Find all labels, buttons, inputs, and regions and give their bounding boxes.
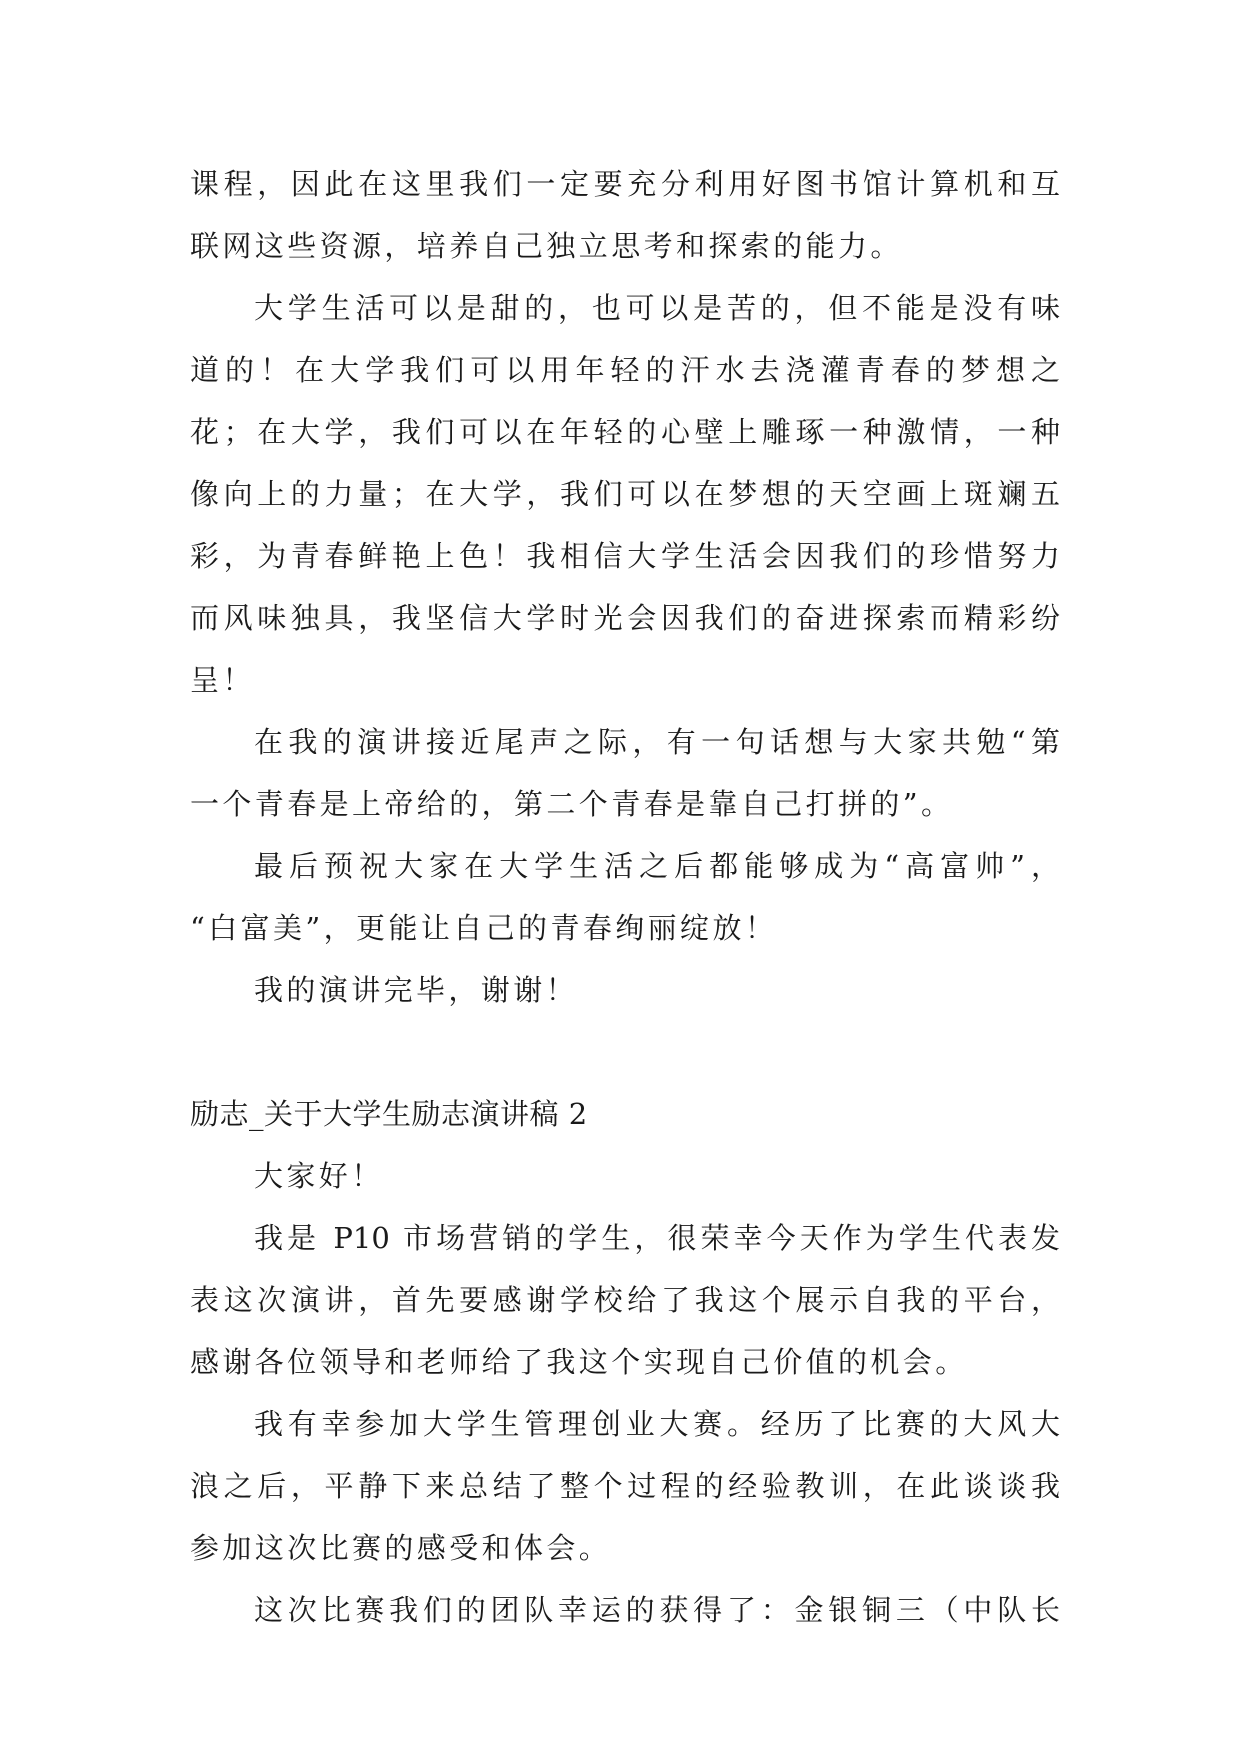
text-line: 一个青春是上帝给的，第二个青春是靠自己打拼的”。	[190, 787, 954, 821]
text-line: 课程，因此在这里我们一定要充分利用好图书馆计算机和互	[190, 167, 1060, 201]
paragraph-start-line: 我是 P10 市场营销的学生，很荣幸今天作为学生代表发	[254, 1221, 1060, 1255]
text-line: 像向上的力量；在大学，我们可以在梦想的天空画上斑斓五	[190, 477, 1060, 511]
text-line: 联网这些资源，培养自己独立思考和探索的能力。	[190, 229, 903, 263]
text-line: 参加这次比赛的感受和体会。	[190, 1531, 612, 1565]
text-line: 道的！在大学我们可以用年轻的汗水去浇灌青春的梦想之	[190, 353, 1060, 387]
text-line: 表这次演讲，首先要感谢学校给了我这个展示自我的平台，	[190, 1283, 1060, 1317]
text-line: “白富美”，更能让自己的青春绚丽绽放！	[190, 911, 778, 945]
text-line: 花；在大学，我们可以在年轻的心壁上雕琢一种激情，一种	[190, 415, 1060, 449]
section-heading: 励志_关于大学生励志演讲稿 2	[190, 1097, 588, 1131]
paragraph-start-line: 我的演讲完毕，谢谢！	[254, 973, 579, 1007]
text-line: 呈！	[190, 663, 255, 697]
paragraph-start-line: 在我的演讲接近尾声之际，有一句话想与大家共勉“第	[254, 725, 1060, 759]
text-line: 而风味独具，我坚信大学时光会因我们的奋进探索而精彩纷	[190, 601, 1060, 635]
paragraph-start-line: 大学生活可以是甜的，也可以是苦的，但不能是没有味	[254, 291, 1060, 325]
text-line: 感谢各位领导和老师给了我这个实现自己价值的机会。	[190, 1345, 968, 1379]
paragraph-start-line: 最后预祝大家在大学生活之后都能够成为“高富帅”，	[254, 849, 1060, 883]
paragraph-start-line: 我有幸参加大学生管理创业大赛。经历了比赛的大风大	[254, 1407, 1060, 1441]
paragraph-start-line: 大家好！	[254, 1159, 384, 1193]
section-gap	[190, 1021, 1060, 1083]
text-line: 彩，为青春鲜艳上色！我相信大学生活会因我们的珍惜努力	[190, 539, 1060, 573]
document-page	[190, 153, 1060, 1641]
paragraph-start-line: 这次比赛我们的团队幸运的获得了：金银铜三（中队长	[254, 1593, 1060, 1627]
text-line: 浪之后，平静下来总结了整个过程的经验教训，在此谈谈我	[190, 1469, 1060, 1503]
